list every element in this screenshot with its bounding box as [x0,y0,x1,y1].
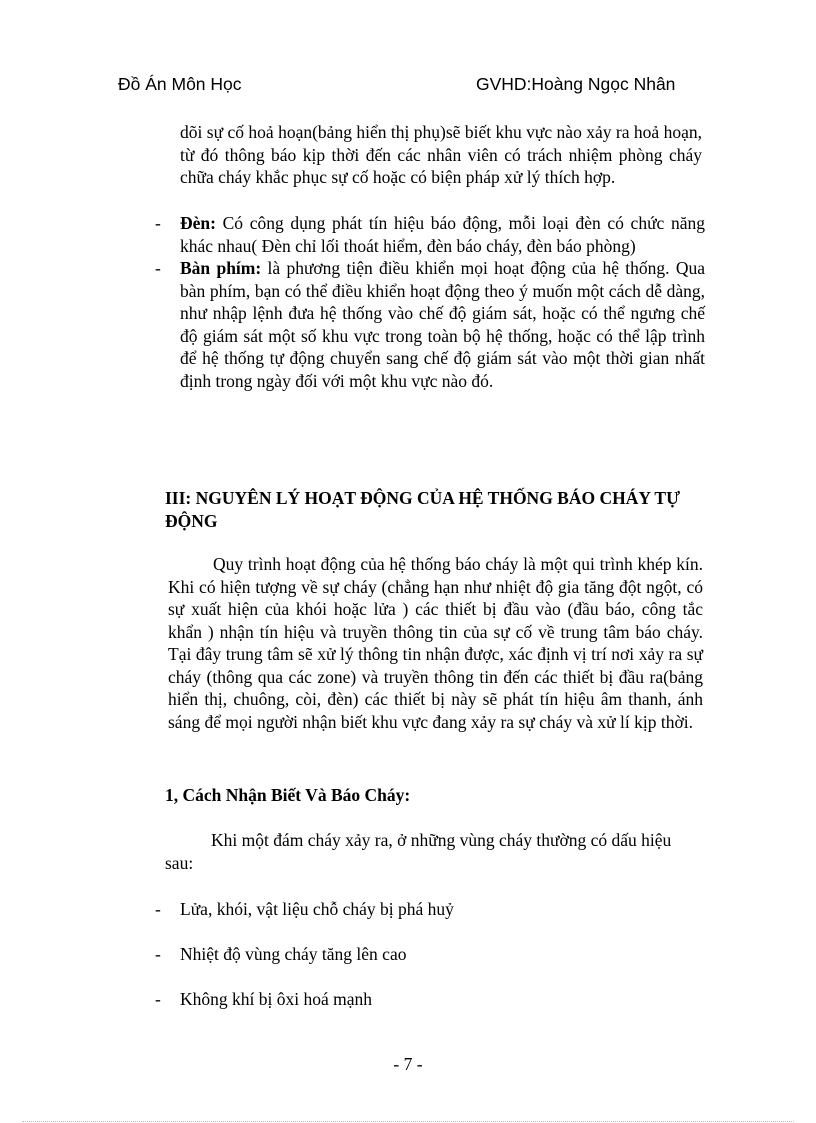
components-list [155,212,705,392]
bullet-dash: - [155,989,161,1009]
list-item [155,943,695,966]
bullet-dash: - [155,899,161,919]
signs-intro-paragraph: Khi một đám cháy xảy ra, ở những vùng cháy thường có dấu hiệu sau: [165,830,672,873]
section-title: III: NGUYÊN LÝ HOẠT ĐỘNG CỦA HỆ THỐNG BÁO CHÁY TỰ ĐỘNG [165,488,681,531]
bullet-dash: - [155,258,161,278]
intro-continuation-paragraph: dõi sự cố hoả hoạn(bảng hiển thị phụ)sẽ biết khu vực nào xảy ra hoả hoạn, từ đó thông báo kịp thời đến các nhân viên có trách nhiệm phòng cháy chữa cháy khắc phục sự cố hoặc có biện pháp xử lý thích hợp. [180,122,702,187]
term-den-description: Có công dụng phát tín hiệu báo động, mỗi loại đèn có chức năng khác nhau( Đèn chỉ lối thoát hiểm, đèn báo cháy, đèn báo phòng) [180,213,705,256]
page-number: - 7 - [393,1054,423,1074]
bullet-dash: - [155,213,161,233]
page-header [118,74,688,100]
page-bottom-rule [22,1121,794,1122]
term-ban-phim: Bàn phím: [180,258,262,278]
signs-list-item-2 [155,943,695,966]
list-item [155,212,705,257]
subsection-heading: 1, Cách Nhận Biết Và Báo Cháy: [165,785,411,805]
list-item-body [180,257,705,392]
term-ban-phim-description: là phương tiện điều khiển mọi hoạt động của hệ thống. Qua bàn phím, bạn có thể điều khiển hoạt động theo ý muốn một cách dễ dàng, như nhập lệnh đưa hệ thống vào chế độ giám sát, hoặc có thể ngưng chế độ giám sát một số khu vực trong toàn bộ hệ thống, hoặc có thể lập trình để hệ thống tự động chuyển sang chế độ giám sát vào một thời gian nhất định trong ngày đối với một khu vực nào đó. [180,258,706,391]
list-item-text: Lửa, khói, vật liệu chỗ cháy bị phá huỷ [180,899,454,919]
signs-list-item-1 [155,898,695,921]
signs-list-item-3 [155,988,695,1011]
process-paragraph: Quy trình hoạt động của hệ thống báo cháy là một qui trình khép kín. Khi có hiện tượng về sự cháy (chẳng hạn như nhiệt độ gia tăng đột ngột, có sự xuất hiện của khói hoặc lửa ) các thiết bị đầu vào (đầu báo, công tắc khẩn ) nhận tín hiệu và truyền thông tin của sự cố về trung tâm báo cháy. Tại đây trung tâm sẽ xử lý thông tin nhận được, xác định vị trí nơi xảy ra sự cháy (thông qua các zone) và truyền thông tin đến các thiết bị đầu ra(bảng hiển thị, chuông, còi, đèn) các thiết bị này sẽ phát tín hiệu âm thanh, ánh sáng để mọi người nhận biết khu vực đang xảy ra sự cháy và xử lí kịp thời. [168,554,703,732]
bullet-dash: - [155,944,161,964]
list-item-text: Không khí bị ôxi hoá mạnh [180,989,372,1009]
header-instructor: GVHD:Hoàng Ngọc Nhân [476,74,676,94]
term-den: Đèn: [180,213,216,233]
list-item [155,988,695,1011]
list-item [155,898,695,921]
header-course-title: Đồ Án Môn Học [118,74,242,94]
list-item [155,257,705,392]
list-item-body [180,212,705,257]
list-item-text: Nhiệt độ vùng cháy tăng lên cao [180,944,407,964]
